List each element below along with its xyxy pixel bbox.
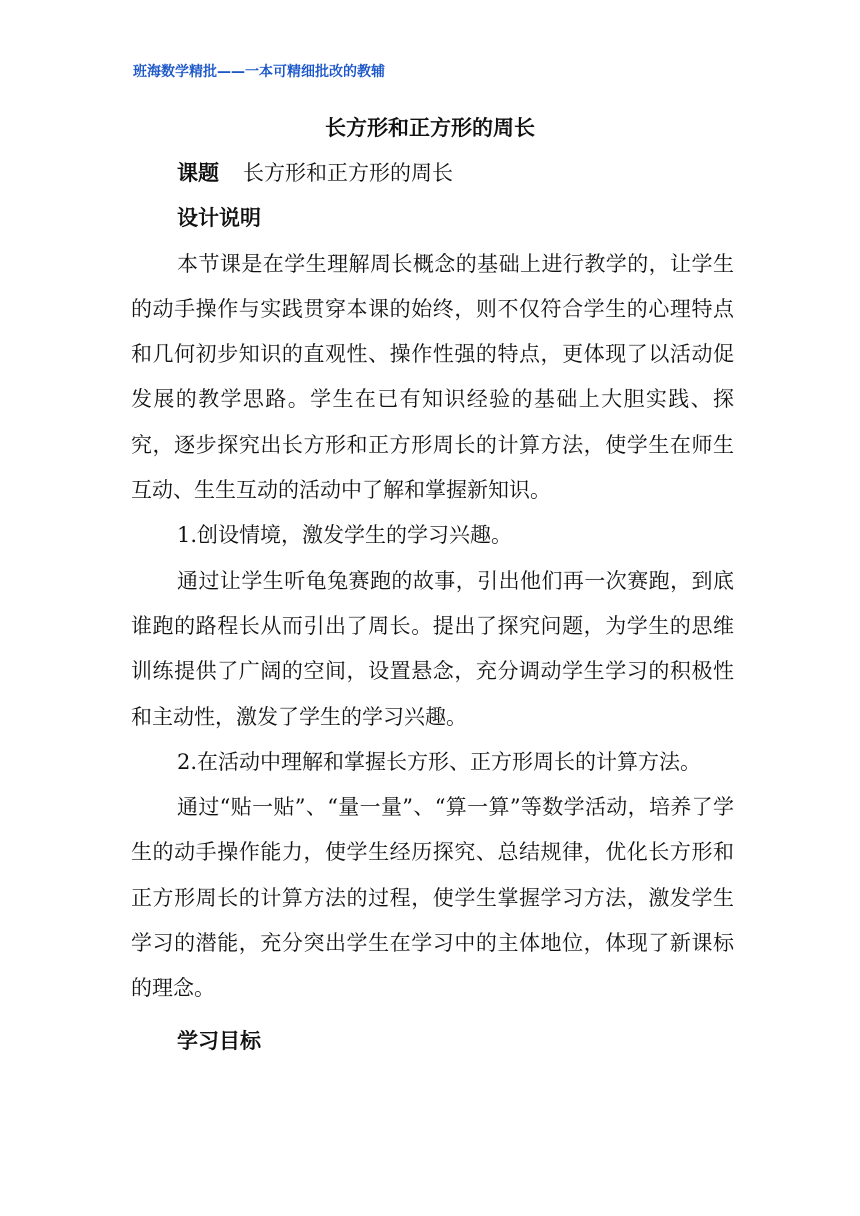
document-title: 长方形和正方形的周长 [325, 116, 535, 140]
point1-body: 通过让学生听龟兔赛跑的故事，引出他们再一次赛跑，到底谁跑的路程长从而引出了周长。提出了探究问题，为学生的思维训练提供了广阔的空间，设置悬念，充分调动学生学习的积极性和主动性，激发了学生的学习兴趣。 [131, 568, 734, 729]
point1-title: 1.创设情境，激发学生的学习兴趣。 [177, 523, 513, 548]
point2-body: 通过“贴一贴”、“量一量”、“算一算”等数学活动，培养了学生的动手操作能力，使学生经历探究、总结规律，优化长方形和正方形周长的计算方法的过程，使学生掌握学习方法，激发学生学习的潜能，充分突出学生在学习中的主体地位，体现了新课标的理念。 [131, 795, 734, 1001]
objectives-heading: 学习目标 [177, 1028, 261, 1053]
point2-title: 2.在活动中理解和掌握长方形、正方形周长的计算方法。 [177, 749, 702, 774]
subject-row [131, 151, 734, 196]
subject-value: 长方形和正方形的周长 [243, 161, 453, 185]
header-note: 班海数学精批——一本可精细批改的教辅 [133, 64, 385, 80]
design-heading: 设计说明 [177, 206, 261, 231]
intro-paragraph: 本节课是在学生理解周长概念的基础上进行教学的，让学生的动手操作与实践贯穿本课的始终，则不仅符合学生的心理特点和几何初步知识的直观性、操作性强的特点，更体现了以活动促发展的教学思路。学生在已有知识经验的基础上大胆实践、探究，逐步探究出长方形和正方形周长的计算方法，使学生在师生互动、生生互动的活动中了解和掌握新知识。 [131, 251, 734, 503]
subject-label: 课题 [177, 161, 219, 185]
document-body [131, 151, 734, 1064]
